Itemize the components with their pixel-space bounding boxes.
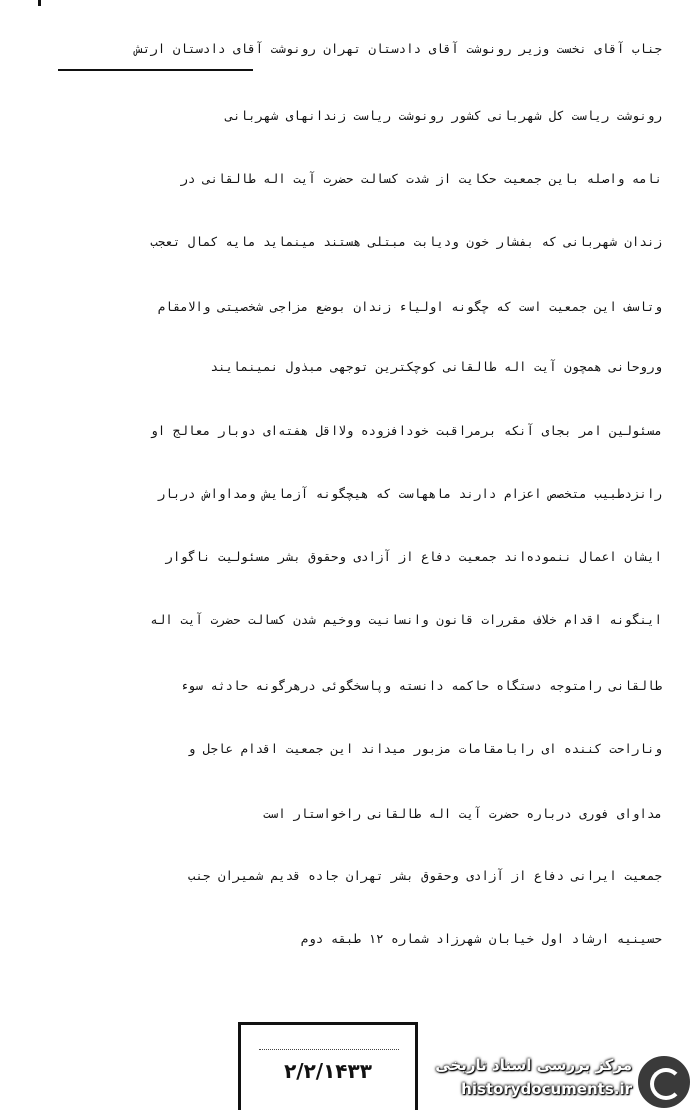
stamp-handwriting xyxy=(259,1035,399,1050)
letter-body-line: وناراحت کننده ای رابامقامات مزبور میداند این جمعیت اقدام عاجل و xyxy=(187,741,662,756)
watermark-url: historydocuments.ir xyxy=(461,1080,632,1098)
archive-logo-inner-icon xyxy=(650,1068,682,1100)
corner-mark xyxy=(38,0,41,6)
letter-body-line: اینگونه اقدام خلاف مقررات قانون وانسانیت ووخیم شدن کسالت حضرت آیت اله xyxy=(150,612,662,627)
archive-logo-icon xyxy=(636,1054,692,1110)
letter-body-line: وروحانی همچون آیت اله طالقانی کوچکترین توجهی مبذول نمینمایند xyxy=(210,359,662,374)
watermark-title: مرکز بررسی اسناد تاریخی xyxy=(435,1056,632,1074)
letter-body-line: رانزدطبیب متخصص اعزام دارند ماههاست که هیچگونه آزمایش ومداواش دربار xyxy=(157,486,662,501)
letter-body-line: مداوای فوری درباره حضرت آیت اله طالقانی راخواستار است xyxy=(263,806,662,821)
letter-cc-line: رونوشت ریاست کل شهربانی کشور رونوشت ریاست زندانهای شهربانی xyxy=(225,108,662,123)
archive-stamp xyxy=(238,1022,418,1110)
letter-body-line: مسئولین امر بجای آنکه برمراقبت خودافزوده ولااقل هفته‌ای دوبار معالج او xyxy=(150,423,662,438)
letter-body-line: زندان شهربانی که بفشار خون ودیابت مبتلی هستند مینماید مایه کمال تعجب xyxy=(150,234,662,249)
letter-body-line: طالقانی رامتوجه دستگاه حاکمه دانسته وپاسخگوئی درهرگونه حادثه سوء xyxy=(180,678,662,693)
letter-signature-line: جمعیت ایرانی دفاع از آزادی وحقوق بشر تهران جاده قدیم شمیران جنب xyxy=(187,868,662,883)
stamp-number: ۲/۲/۱۴۳۳ xyxy=(284,1059,372,1083)
letter-body-line: وتاسف این جمعیت است که چگونه اولیاء زندان بوضع مزاجی شخصیتی والامقام xyxy=(157,299,662,314)
letter-body-line: نامه واصله باین جمعیت حکایت از شدت کسالت حضرت آیت اله طالقانی در xyxy=(180,171,662,186)
watermark xyxy=(430,1050,692,1110)
underline-rule xyxy=(58,69,253,71)
letter-address-line: حسینیه ارشاد اول خیابان شهرزاد شماره ۱۲ طبقه دوم xyxy=(300,931,662,946)
letter-body-line: ایشان اعمال ننموده‌اند جمعیت دفاع از آزادی وحقوق بشر مسئولیت ناگوار xyxy=(165,549,662,564)
letter-addressee-line: جناب آقای نخست وزیر رونوشت آقای دادستان تهران رونوشت آقای دادستان ارتش xyxy=(135,41,662,56)
